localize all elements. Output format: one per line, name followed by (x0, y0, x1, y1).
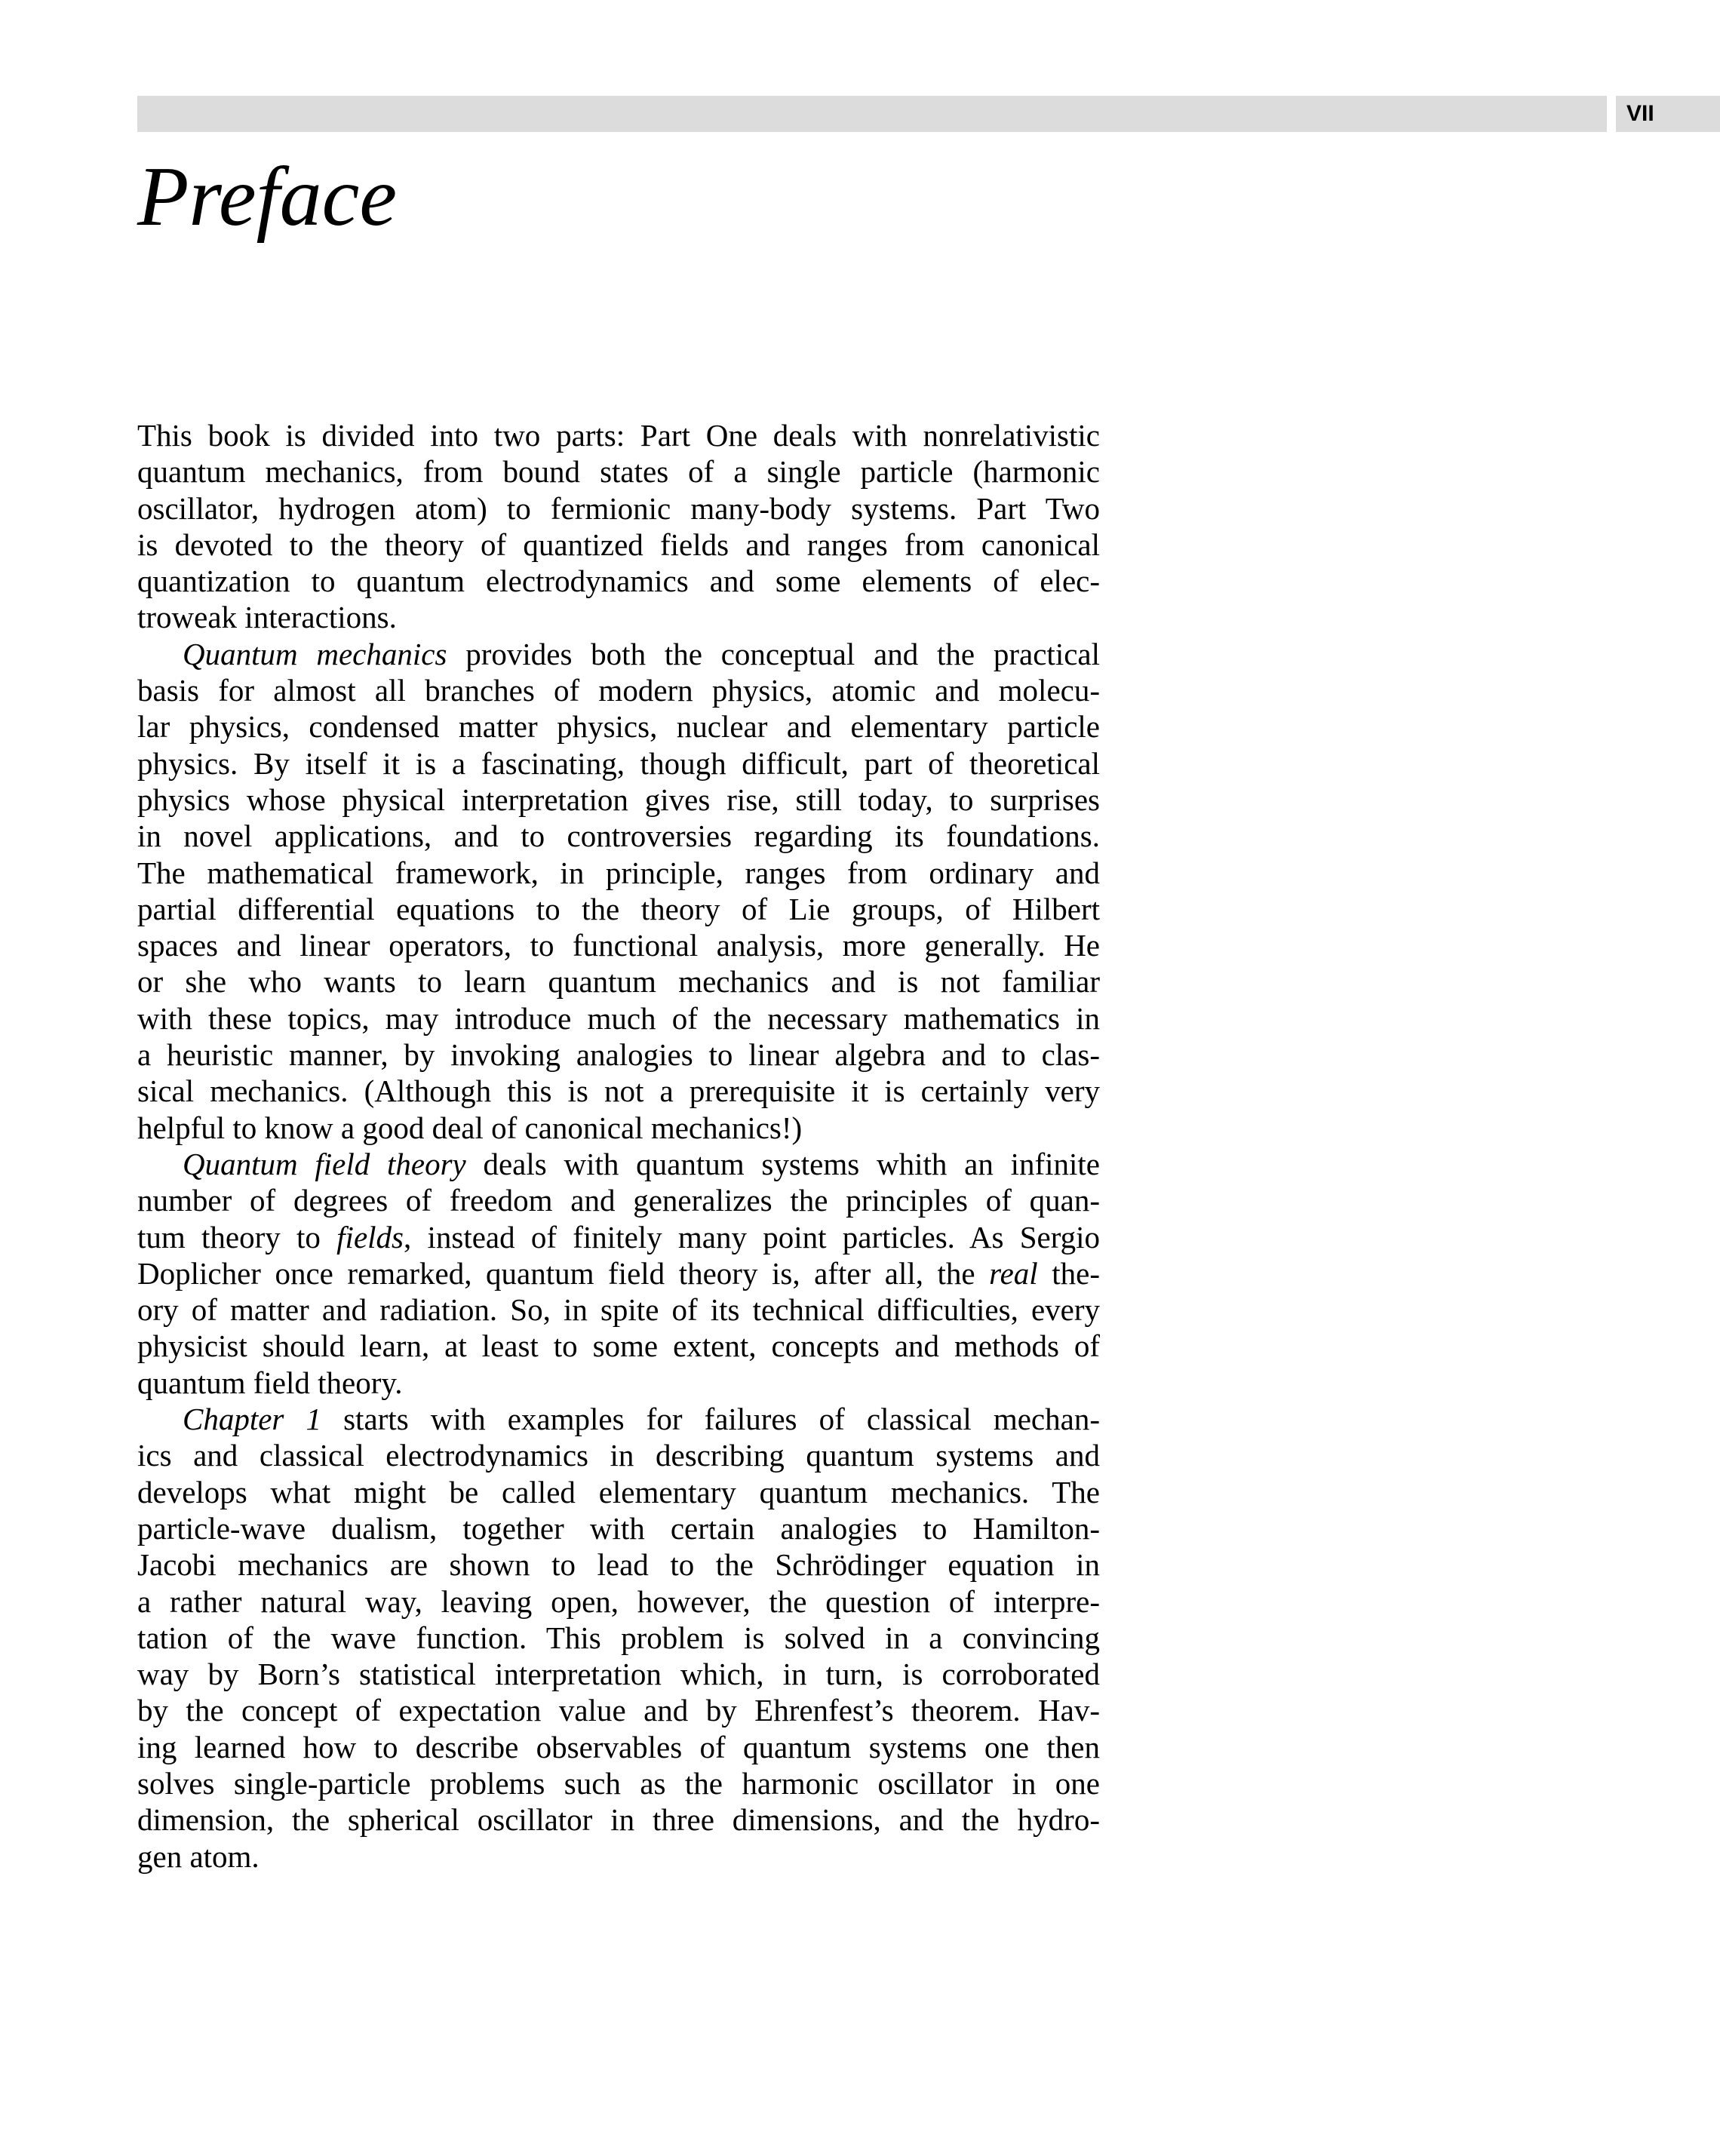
text-line (137, 1729, 1100, 1765)
text-line (137, 599, 1100, 635)
line-text: partial differential equations to the theory of Lie groups, of Hilbert (137, 891, 1100, 926)
text-line (137, 1838, 1100, 1875)
line-text: provides both the conceptual and the practical (447, 636, 1100, 671)
text-line (137, 745, 1100, 782)
paragraph (137, 636, 1100, 1146)
text-line (137, 1291, 1100, 1328)
text-line (137, 1146, 1100, 1182)
emphasis: Chapter 1 (183, 1402, 321, 1437)
line-text: troweak interactions. (137, 600, 397, 635)
line-text: quantization to quantum electrodynamics and some elements of elec- (137, 564, 1100, 599)
line-text: dimension, the spherical oscillator in three dimensions, and the hydro- (137, 1802, 1100, 1838)
text-line (137, 1000, 1100, 1037)
line-text: The mathematical framework, in principle, ranges from ordinary and (137, 855, 1100, 890)
line-text: a heuristic manner, by invoking analogies to linear algebra and to clas- (137, 1037, 1100, 1073)
emphasis: Quantum mechanics (183, 636, 447, 671)
text-line (137, 963, 1100, 1000)
text-line (137, 1765, 1100, 1801)
text-line (137, 1110, 1100, 1146)
line-text: sical mechanics. (Although this is not a prerequisite it is certainly very (137, 1073, 1100, 1109)
line-text: This book is divided into two parts: Part One deals with nonrelativistic (137, 418, 1100, 453)
text-line (137, 1801, 1100, 1838)
line-text: ing learned how to describe observables of quantum systems one then (137, 1729, 1100, 1764)
line-text: by the concept of expectation value and by Ehrenfest’s theorem. Hav- (137, 1693, 1100, 1728)
text-line (137, 527, 1100, 563)
paragraph (137, 417, 1100, 636)
text-line (137, 1437, 1100, 1473)
line-text: develops what might be called elementary quantum mechanics. The (137, 1474, 1100, 1510)
text-line (137, 818, 1100, 854)
line-text: way by Born’s statistical interpretation which, in turn, is corroborated (137, 1657, 1100, 1692)
text-line (137, 1328, 1100, 1364)
line-text: Jacobi mechanics are shown to lead to the Schrödinger equation in (137, 1547, 1100, 1583)
line-text: helpful to know a good deal of canonical mechanics!) (137, 1110, 803, 1145)
line-text: lar physics, condensed matter physics, nuclear and elementary particle (137, 709, 1100, 745)
line-text: physicist should learn, at least to some extent, concepts and methods of (137, 1328, 1100, 1364)
text-line (137, 708, 1100, 745)
text-line (137, 1620, 1100, 1656)
line-text: physics. By itself it is a fascinating, though difficult, part of theoretical (137, 745, 1100, 781)
line-text: deals with quantum systems whith an infinite (465, 1146, 1100, 1181)
text-line (137, 1474, 1100, 1510)
line-text: basis for almost all branches of modern physics, atomic and molecu- (137, 673, 1100, 708)
line-text: quantum field theory. (137, 1365, 403, 1400)
paragraph (137, 1401, 1100, 1875)
text-line (137, 453, 1100, 490)
paragraph (137, 1146, 1100, 1401)
line-text: quantum mechanics, from bound states of a single particle (harmonic (137, 454, 1100, 490)
text-line (137, 417, 1100, 453)
text-line (137, 1510, 1100, 1546)
text-line (137, 1401, 1100, 1437)
text-line (137, 1182, 1100, 1218)
line-prefix: tum theory to (137, 1219, 337, 1255)
text-line (137, 1546, 1100, 1583)
line-text: physics whose physical interpretation gives rise, still today, to surprises (137, 782, 1100, 817)
text-line (137, 927, 1100, 963)
line-text: with these topics, may introduce much of the necessary mathematics in (137, 1000, 1100, 1036)
text-line (137, 636, 1100, 672)
text-line (137, 1255, 1100, 1291)
running-header-bar (137, 96, 1607, 132)
line-text: in novel applications, and to controversies regarding its foundations. (137, 818, 1100, 854)
text-line (137, 672, 1100, 708)
line-prefix: Doplicher once remarked, quantum field theory is, after all, the (137, 1255, 990, 1291)
emphasis: Quantum field theory (183, 1146, 466, 1181)
text-line (137, 782, 1100, 818)
text-line (137, 1656, 1100, 1692)
text-line (137, 1037, 1100, 1073)
text-line (137, 891, 1100, 927)
text-line (137, 855, 1100, 891)
line-text: starts with examples for failures of classical mechan- (321, 1402, 1100, 1437)
text-line (137, 1692, 1100, 1728)
emphasis: real (989, 1255, 1038, 1291)
text-line (137, 563, 1100, 599)
line-text: gen atom. (137, 1838, 260, 1874)
preface-body (137, 417, 1100, 1875)
page-title: Preface (137, 150, 398, 244)
line-text: the- (1037, 1255, 1100, 1291)
line-text: ory of matter and radiation. So, in spite of its technical difficulties, every (137, 1292, 1100, 1328)
line-text: is devoted to the theory of quantized fields and ranges from canonical (137, 527, 1100, 562)
line-text: a rather natural way, leaving open, however, the question of interpre- (137, 1583, 1100, 1619)
text-line (137, 490, 1100, 527)
line-text: or she who wants to learn quantum mechanics and is not familiar (137, 964, 1100, 1000)
line-text: spaces and linear operators, to functional analysis, more generally. He (137, 928, 1100, 963)
line-text: oscillator, hydrogen atom) to fermionic many-body systems. Part Two (137, 490, 1100, 526)
line-text: number of degrees of freedom and generalizes the principles of quan- (137, 1183, 1100, 1218)
text-line (137, 1219, 1100, 1255)
text-line (137, 1365, 1100, 1401)
line-text: tation of the wave function. This problem is solved in a convincing (137, 1620, 1100, 1655)
emphasis: fields (336, 1219, 404, 1255)
line-text: particle-wave dualism, together with certain analogies to Hamilton- (137, 1510, 1100, 1546)
text-line (137, 1583, 1100, 1620)
line-text: , instead of finitely many point particles. As Sergio (403, 1219, 1100, 1255)
page-number: VII (1616, 96, 1720, 132)
line-text: solves single-particle problems such as the harmonic oscillator in one (137, 1765, 1100, 1801)
text-line (137, 1073, 1100, 1109)
line-text: ics and classical electrodynamics in describing quantum systems and (137, 1438, 1100, 1473)
